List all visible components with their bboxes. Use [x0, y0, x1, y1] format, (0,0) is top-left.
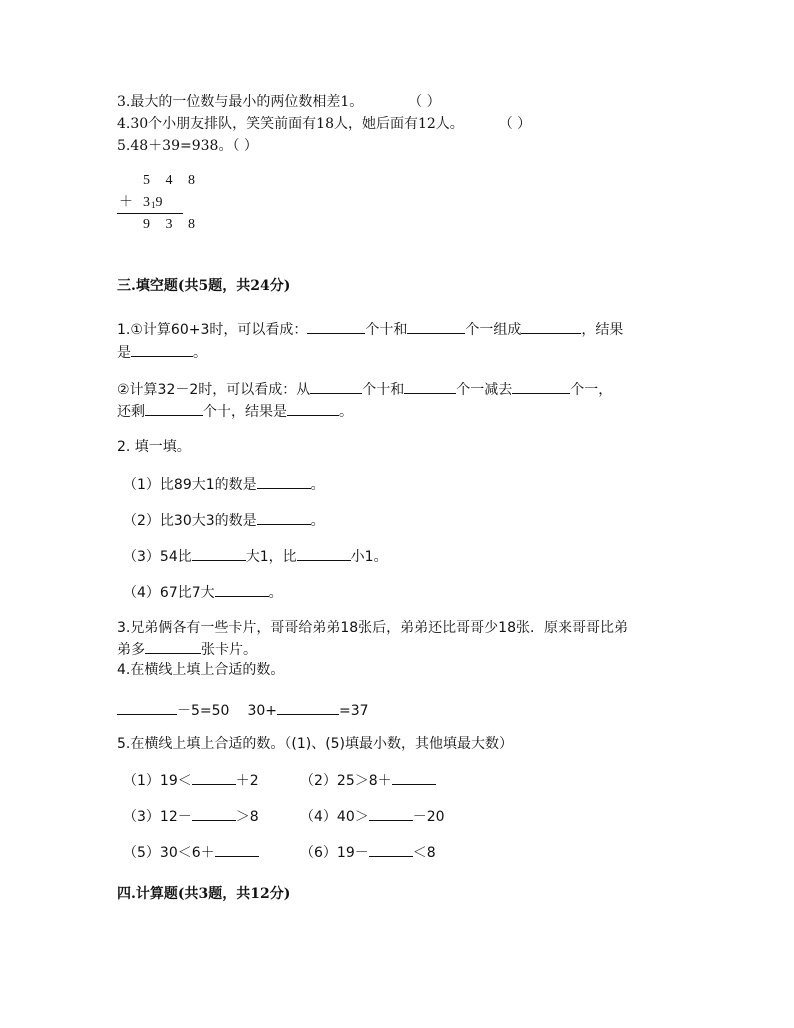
blank[interactable]	[287, 402, 339, 416]
blank[interactable]	[407, 320, 465, 334]
fill-q2-title: 2. 填一填。	[117, 439, 191, 455]
blank[interactable]	[512, 380, 570, 394]
fill-q1-2-text6: 个十，结果是	[203, 404, 287, 420]
blank[interactable]	[117, 701, 177, 715]
judge-q5	[117, 137, 258, 155]
blank[interactable]	[310, 380, 362, 394]
fill-q5-6-text: （6）19－	[300, 845, 369, 861]
judge-q3-paren: （ ）	[408, 94, 441, 110]
blank[interactable]	[521, 320, 581, 334]
fill-q1-text6: 。	[193, 345, 207, 361]
vertical-row1: 5 4 8	[143, 173, 201, 188]
fill-q3-text: 弟多	[117, 642, 145, 658]
fill-q2-1-text: （1）比89大1的数是	[123, 477, 257, 493]
fill-q4-title: 4.在横线上填上合适的数。	[117, 662, 285, 678]
fill-q1-line1	[117, 320, 623, 339]
blank[interactable]	[297, 547, 351, 561]
fill-q1-line2	[117, 343, 207, 362]
blank[interactable]	[369, 843, 413, 857]
vertical-result: 9 3 8	[143, 217, 201, 232]
vertical-carry: 1	[151, 200, 156, 210]
fill-q2-4-text: （4）67比7大	[123, 585, 215, 601]
fill-q3-end: 张卡片。	[201, 642, 257, 658]
judge-q3-text: 3.最大的一位数与最小的两位数相差1。	[117, 94, 364, 110]
fill-q2-1	[123, 475, 325, 494]
fill-q1-2-text5: 还剩	[117, 404, 145, 420]
fill-q5-1	[123, 771, 259, 790]
blank[interactable]	[192, 771, 236, 785]
judge-q4-paren: （ ）	[498, 116, 532, 132]
fill-q5-3-text: （3）12－	[123, 809, 192, 825]
fill-q2-2-text: （2）比30大3的数是	[123, 513, 257, 529]
fill-q5-5	[123, 843, 259, 862]
fill-q1-2-text4: 个一，	[570, 382, 613, 398]
blank[interactable]	[277, 701, 339, 715]
judge-q4-text: 4.30个小朋友排队，笑笑前面有18人，她后面有12人。	[117, 116, 464, 132]
section4-title: 四.计算题(共3题，共12分)	[117, 886, 291, 902]
vertical-plus: ＋	[119, 195, 133, 210]
fill-q5-2-text: （2）25＞8＋	[300, 773, 392, 789]
fill-q2-2	[123, 511, 325, 530]
vertical-rule	[117, 213, 183, 214]
vertical-row2	[143, 194, 164, 214]
fill-q2-2-end: 。	[310, 513, 325, 529]
fill-q5-5-text: （5）30＜6＋	[123, 845, 215, 861]
judge-q3	[117, 93, 441, 111]
fill-q5-3-end: ＞8	[235, 809, 259, 825]
judge-q4	[117, 115, 531, 133]
blank[interactable]	[215, 583, 269, 597]
vertical-row2-digit2: 9	[155, 195, 164, 210]
fill-q5-2	[300, 771, 436, 790]
blank[interactable]	[192, 807, 236, 821]
fill-q5-1-text: （1）19＜	[123, 773, 192, 789]
fill-q5-6	[300, 843, 436, 862]
section3-title: 三.填空题(共5题，共24分)	[117, 278, 291, 294]
fill-q2-3-text2: 大1，比	[245, 549, 297, 565]
fill-q1-part2-line1	[117, 380, 612, 399]
fill-q1-text: 1.①计算60+3时，可以看成：	[117, 322, 308, 338]
fill-q1-2-text7: 。	[339, 404, 353, 420]
fill-q2-1-end: 。	[310, 477, 325, 493]
fill-q4-eq2: 30+	[247, 703, 277, 719]
fill-q5-4-text: （4）40＞	[300, 809, 369, 825]
fill-q2-3-end: 小1。	[350, 549, 388, 565]
fill-q1-text3: 个一组成	[465, 322, 522, 338]
blank[interactable]	[131, 343, 193, 357]
fill-q2-3	[123, 547, 388, 566]
blank[interactable]	[145, 640, 201, 654]
fill-q5-1-end: ＋2	[235, 773, 259, 789]
blank[interactable]	[369, 807, 413, 821]
fill-q5-4	[300, 807, 445, 826]
vertical-row2-digit: 3	[143, 195, 151, 210]
fill-q4-equations	[117, 701, 369, 720]
blank[interactable]	[192, 547, 246, 561]
fill-q2-4	[123, 583, 283, 602]
fill-q1-text5: 是	[117, 345, 131, 361]
judge-q5-text: 5.48＋39=938。（ ）	[117, 138, 258, 154]
fill-q1-text4: ，结果	[581, 322, 624, 338]
fill-q5-6-end: ＜8	[412, 845, 436, 861]
blank[interactable]	[392, 771, 436, 785]
fill-q5-title: 5.在横线上填上合适的数。（(1)、(5)填最小数，其他填最大数）	[117, 736, 514, 752]
fill-q1-2-text2: 个十和	[362, 382, 405, 398]
fill-q4-eq2-end: =37	[339, 703, 369, 719]
blank[interactable]	[404, 380, 456, 394]
fill-q5-4-end: －20	[412, 809, 445, 825]
fill-q2-3-text: （3）54比	[123, 549, 192, 565]
fill-q4-eq1: －5=50	[177, 703, 230, 719]
blank[interactable]	[257, 475, 311, 489]
fill-q2-4-end: 。	[268, 585, 283, 601]
blank[interactable]	[257, 511, 311, 525]
blank[interactable]	[307, 320, 365, 334]
fill-q5-3	[123, 807, 259, 826]
fill-q3-line1: 3.兄弟俩各有一些卡片，哥哥给弟弟18张后，弟弟还比哥哥少18张．原来哥哥比弟	[117, 620, 628, 636]
fill-q1-part2-line2	[117, 402, 353, 421]
fill-q1-2-text: ②计算32－2时，可以看成：从	[117, 382, 311, 398]
fill-q3-line2	[117, 640, 257, 659]
fill-q1-text2: 个十和	[365, 322, 408, 338]
blank[interactable]	[145, 402, 203, 416]
blank[interactable]	[215, 843, 259, 857]
fill-q1-2-text3: 个一减去	[456, 382, 513, 398]
